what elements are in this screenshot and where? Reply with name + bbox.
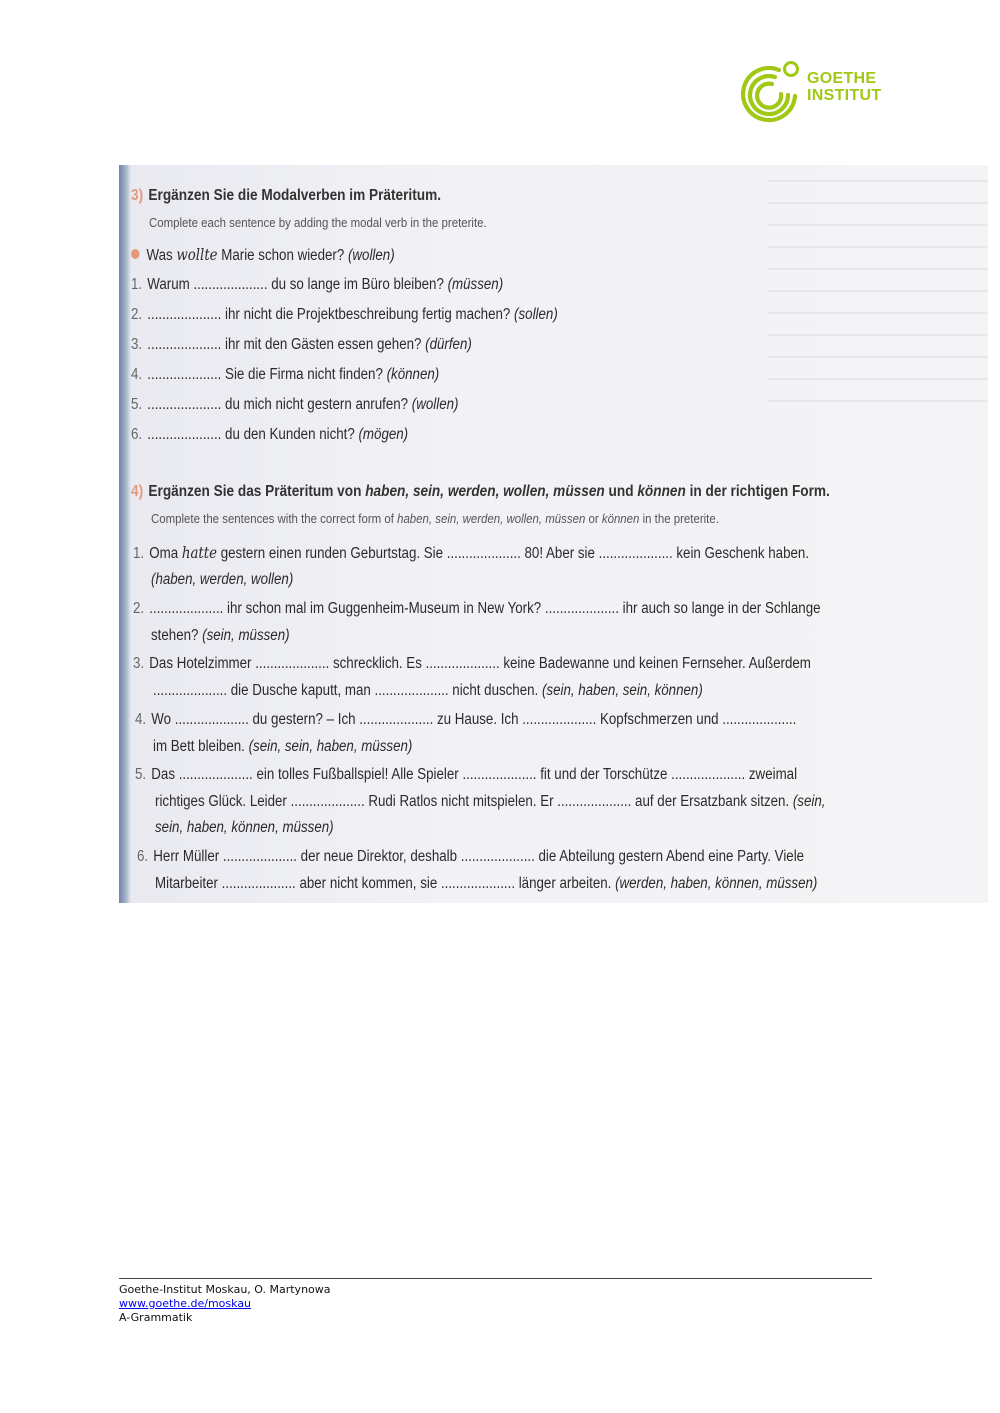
exercise-4-item-2-cont: stehen? (sein, müssen) bbox=[151, 627, 290, 644]
exercise-3-subtitle: Complete each sentence by adding the modal verb in the preterite. bbox=[149, 215, 487, 230]
exercise-4-item-5-hint-cont: sein, haben, können, müssen) bbox=[155, 819, 334, 836]
exercise-4-item-3-cont: .................... die Dusche kaputt, man .................... nicht duschen. (sein, haben, sein, können) bbox=[153, 682, 703, 699]
exercise-4-item-6-cont: Mitarbeiter .................... aber nicht kommen, sie .................... länger arbeiten. (werden, haben, können, müssen) bbox=[155, 875, 818, 892]
footer-divider bbox=[119, 1278, 872, 1279]
footer-section: A-Grammatik bbox=[119, 1311, 193, 1324]
bleed-through-text bbox=[768, 180, 988, 420]
exercise-4-item-5-cont: richtiges Glück. Leider .................... Rudi Ratlos nicht mitspielen. Er .................... auf der Ersatzbank sitzen. (sein, bbox=[155, 793, 826, 810]
example-bullet-icon bbox=[131, 249, 140, 259]
exercise-3-item: 5. .................... du mich nicht gestern anrufen? (wollen) bbox=[131, 396, 459, 413]
logo-line-2: INSTITUT bbox=[807, 87, 882, 104]
exercise-3-item: 1. Warum .................... du so lange im Büro bleiben? (müssen) bbox=[131, 276, 504, 293]
exercise-4-number: 4) bbox=[131, 483, 144, 500]
goethe-logo-icon bbox=[735, 58, 801, 124]
exercise-4-item-3: 3. Das Hotelzimmer .................... schrecklich. Es .................... keine Badewanne und keinen Fernseher. Außerdem bbox=[133, 655, 811, 672]
exercise-4-item-4: 4. Wo .................... du gestern? – Ich .................... zu Hause. Ich .................... Kopfschmerzen und .................... bbox=[135, 711, 797, 728]
handwritten-answer: wollte bbox=[176, 246, 218, 264]
footer-link[interactable]: www.goethe.de/moskau bbox=[119, 1297, 252, 1310]
goethe-institut-logo bbox=[735, 58, 895, 124]
exercise-3-item: 4. .................... Sie die Firma nicht finden? (können) bbox=[131, 366, 440, 383]
exercise-4-item-2: 2. .................... ihr schon mal im Guggenheim-Museum in New York? .................... ihr auch so lange in der Schlange bbox=[133, 600, 821, 617]
exercise-4-subtitle: Complete the sentences with the correct form of haben, sein, werden, wollen, müssen or können in the preterite. bbox=[151, 511, 719, 526]
handwritten-answer: hatte bbox=[181, 544, 218, 562]
page-footer bbox=[119, 1283, 331, 1325]
exercise-4-item-4-cont: im Bett bleiben. (sein, sein, haben, müssen) bbox=[153, 738, 413, 755]
exercise-3-title bbox=[131, 187, 441, 205]
scanned-exercise-page bbox=[119, 165, 988, 903]
exercise-3-number: 3) bbox=[131, 187, 144, 204]
exercise-3-item: 6. .................... du den Kunden nicht? (mögen) bbox=[131, 426, 409, 443]
exercise-4-item-1-hint: (haben, werden, wollen) bbox=[151, 571, 294, 588]
exercise-4-item-5: 5. Das .................... ein tolles Fußballspiel! Alle Spieler .................... fit und der Torschütze .................... zweimal bbox=[135, 766, 798, 783]
exercise-4-item-6: 6. Herr Müller .................... der neue Direktor, deshalb .................... die Abteilung gestern Abend eine Party. Viele bbox=[137, 848, 805, 865]
book-spine-shadow bbox=[119, 165, 131, 903]
logo-line-1: GOETHE bbox=[807, 70, 877, 87]
footer-author: Goethe-Institut Moskau, O. Martynowa bbox=[119, 1283, 331, 1296]
exercise-4-item-1: 1. Oma hatte gestern einen runden Geburtstag. Sie .................... 80! Aber sie .................... kein Geschenk haben. bbox=[133, 544, 810, 562]
exercise-3-title-text: Ergänzen Sie die Modalverben im Präteritum. bbox=[148, 187, 442, 204]
exercise-3-item: 2. .................... ihr nicht die Projektbeschreibung fertig machen? (sollen) bbox=[131, 306, 558, 323]
exercise-3-item: 3. .................... ihr mit den Gästen essen gehen? (dürfen) bbox=[131, 336, 472, 353]
exercise-4-title: 4) Ergänzen Sie das Präteritum von haben, sein, werden, wollen, müssen und können in der richtigen Form. bbox=[131, 483, 830, 500]
exercise-3-example: Was wollte Marie schon wieder? (wollen) bbox=[131, 246, 395, 265]
logo-wordmark bbox=[807, 70, 881, 104]
